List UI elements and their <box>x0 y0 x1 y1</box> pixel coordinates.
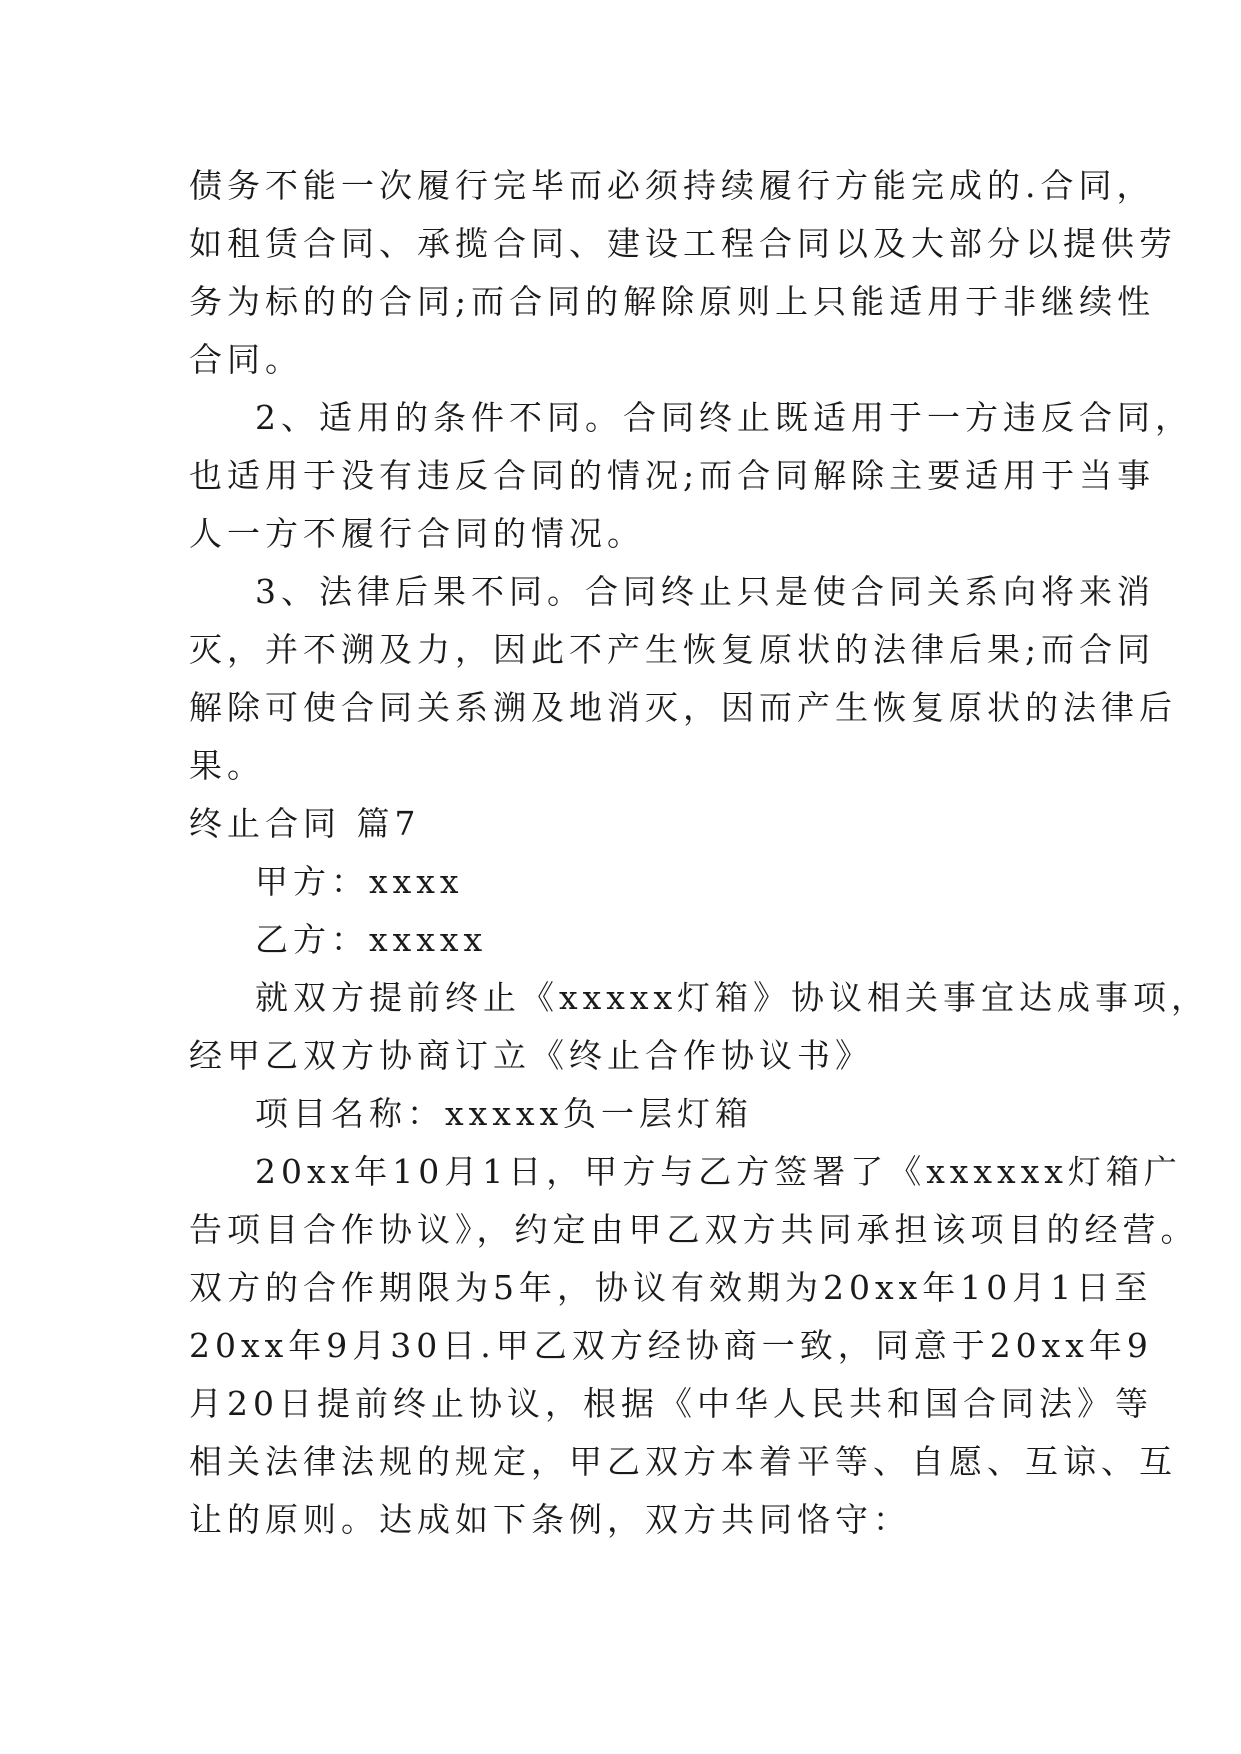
paragraph-line: 合同。 <box>189 340 303 379</box>
paragraph-line: 告项目合作协议》，约定由甲乙双方共同承担该项目的经营。 <box>189 1210 1199 1249</box>
paragraph-line: 如租赁合同、承揽合同、建设工程合同以及大部分以提供劳 <box>189 224 1177 263</box>
paragraph-line: 债务不能一次履行完毕而必须持续履行方能完成的.合同， <box>189 166 1155 205</box>
section-heading: 终止合同 篇7 <box>189 804 421 843</box>
paragraph-line: 20xx年10月1日，甲方与乙方签署了《xxxxxx灯箱广 <box>255 1152 1182 1191</box>
document-body <box>189 157 1210 1549</box>
project-name-line: 项目名称：xxxxx负一层灯箱 <box>255 1094 754 1133</box>
paragraph-line: 2、适用的条件不同。合同终止既适用于一方违反合同， <box>255 398 1193 437</box>
paragraph-line: 经甲乙双方协商订立《终止合作协议书》 <box>189 1036 873 1075</box>
paragraph-line: 相关法律法规的规定，甲乙双方本着平等、自愿、互谅、互 <box>189 1442 1177 1481</box>
paragraph-line: 双方的合作期限为5年，协议有效期为20xx年10月1日至 <box>189 1268 1153 1307</box>
paragraph-line: 人一方不履行合同的情况。 <box>189 514 645 553</box>
party-a-line: 甲方：xxxx <box>255 862 464 901</box>
paragraph-line: 灭，并不溯及力，因此不产生恢复原状的法律后果;而合同 <box>189 630 1156 669</box>
paragraph-line: 月20日提前终止协议，根据《中华人民共和国合同法》等 <box>189 1384 1153 1423</box>
paragraph-line: 3、法律后果不同。合同终止只是使合同关系向将来消 <box>255 572 1155 611</box>
paragraph-line: 果。 <box>189 746 265 785</box>
paragraph-line: 让的原则。达成如下条例，双方共同恪守： <box>189 1500 911 1539</box>
party-b-line: 乙方：xxxxx <box>255 920 488 959</box>
paragraph-line: 就双方提前终止《xxxxx灯箱》协议相关事宜达成事项， <box>255 978 1210 1017</box>
paragraph-line: 务为标的的合同;而合同的解除原则上只能适用于非继续性 <box>189 282 1156 321</box>
paragraph-line: 也适用于没有违反合同的情况;而合同解除主要适用于当事 <box>189 456 1156 495</box>
paragraph-line: 解除可使合同关系溯及地消灭，因而产生恢复原状的法律后 <box>189 688 1177 727</box>
paragraph-line: 20xx年9月30日.甲乙双方经协商一致，同意于20xx年9 <box>189 1326 1153 1365</box>
